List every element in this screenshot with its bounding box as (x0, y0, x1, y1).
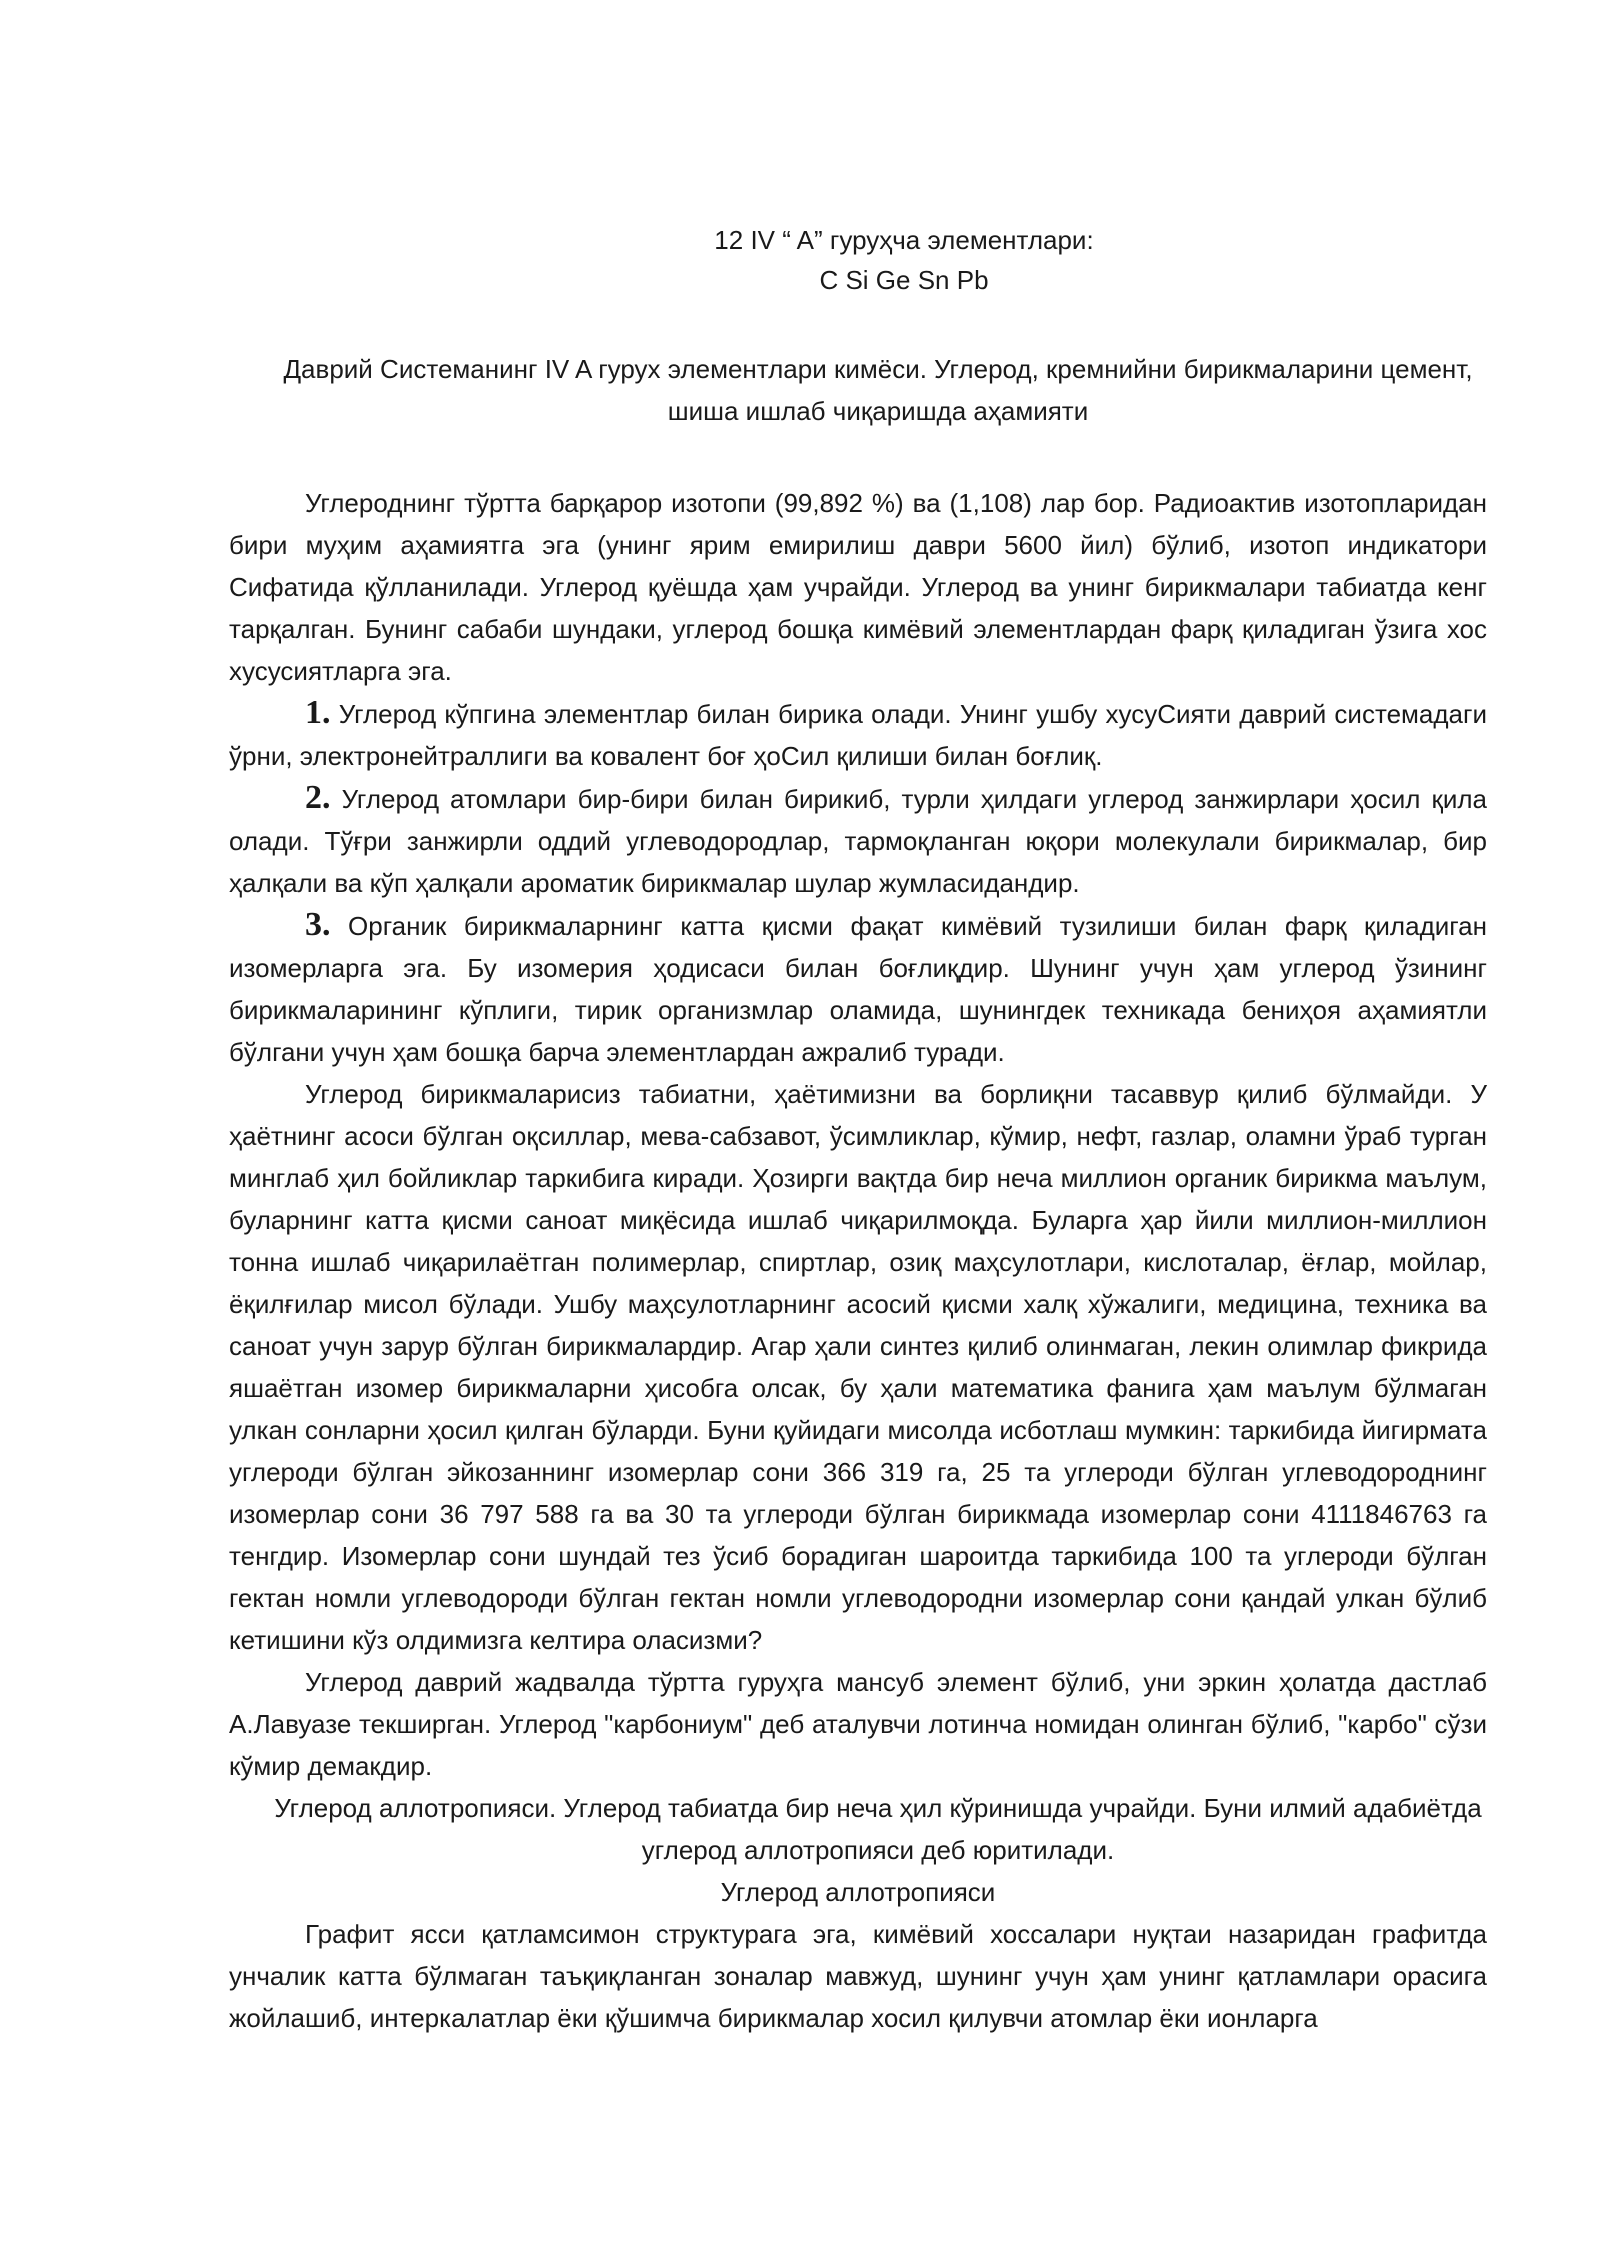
list-number: 3. (305, 906, 331, 943)
list-number: 1. (305, 694, 331, 731)
list-item (229, 692, 1487, 777)
list-item (229, 777, 1487, 904)
list-item-text: Органик бирикмаларнинг катта қисми фақат кимёвий тузилиши билан фарқ қиладиган изомерларга эга. Бу изомерия ҳодисаси билан боғлиқдир. Шунинг учун ҳам углерод ўзининг бирикмаларининг кўплиги, тирик организмлар оламида, шунингдек техникада бениҳоя аҳамиятли бўлгани учун ҳам бошқа барча элементлардан ажралиб туради. (229, 911, 1487, 1067)
element-list: C Si Ge Sn Pb (819, 265, 989, 295)
topic-subheading: Даврий Системанинг IV A гурух элементлари кимёси. Углерод, кремнийни бирикмаларини цемент, шиша ишлаб чиқаришда аҳамияти (283, 354, 1473, 426)
list-item (229, 904, 1487, 1073)
section-title: 12 IV “ A” гуруҳча элементлари: (714, 225, 1094, 255)
intro-paragraph: Углероднинг тўртта барқарор изотопи (99,892 %) ва (1,108) лар бор. Радиоактив изотопларидан бири муҳим аҳамиятга эга (унинг ярим емирилиш даври 5600 йил) бўлиб, изотоп индикатори Сифатида қўлланилади. Углерод қуёшда ҳам учрайди. Углерод ва унинг бирикмалари табиатда кенг тарқалган. Бунинг сабаби шундаки, углерод бошқа кимёвий элементлардан фарқ қиладиган ўзига хос хусусиятларга эга. (229, 488, 1487, 686)
list-number: 2. (305, 779, 331, 816)
list-item-text: Углерод атомлари бир-бири билан бирикиб, турли ҳилдаги углерод занжирлари ҳосил қила олади. Тўғри занжирли оддий углеводородлар, тармоқланган юқори молекулали бирикмалар, бир ҳалқали ва кўп ҳалқали ароматик бирикмалар шулар жумласидандир. (229, 784, 1487, 898)
document-body (229, 482, 1487, 2039)
nature-paragraph: Углерод бирикмаларисиз табиатни, ҳаётимизни ва борлиқни тасаввур қилиб бўлмайди. У ҳаётнинг асоси бўлган оқсиллар, мева-сабзавот, ўсимликлар, кўмир, нефт, газлар, оламни ўраб турган минглаб ҳил бойликлар таркибига киради. Ҳозирги вақтда бир неча миллион органик бирикма маълум, буларнинг катта қисми саноат миқёсида ишлаб чиқарилмоқда. Буларга ҳар йили миллион-миллион тонна ишлаб чиқарилаётган полимерлар, спиртлар, озиқ маҳсулотлари, кислоталар, ёғлар, мойлар, ёқилғилар мисол бўлади. Ушбу маҳсулотларнинг асосий қисми халқ хўжалиги, медицина, техника ва саноат учун зарур бўлган бирикмалардир. Агар ҳали синтез қилиб олинмаган, лекин олимлар фикрида яшаётган изомер бирикмаларни ҳисобга олсак, бу ҳали математика фанига ҳам маълум бўлмаган улкан сонларни ҳосил қилган бўларди. Буни қуйидаги мисолда исботлаш мумкин: таркибида йигирмата углероди бўлган эйкозаннинг изомерлар сони 366 319 га, 25 та углероди бўлган углеводороднинг изомерлар сони 36 797 588 га ва 30 та углероди бўлган бирикмада изомерлар сони 4111846763 га тенгдир. Изомерлар сони шундай тез ўсиб борадиган шароитда таркибида 100 та углероди бўлган гектан номли углеводороди бўлган гектан номли углеводородни изомерлар сони қандай улкан бўлиб кетишини кўз олдимизга келтира оласизми? (229, 1079, 1487, 1655)
allotropy-intro-paragraph: Углерод аллотропияси. Углерод табиатда бир неча ҳил кўринишда учрайди. Буни илмий адабиётда углерод аллотропияси деб юритилади. (274, 1793, 1482, 1865)
graphite-paragraph: Графит ясси қатламсимон структурага эга, кимёвий хоссалари нуқтаи назаридан графитда унчалик катта бўлмаган таъқиқланган зоналар мавжуд, шунинг учун ҳам унинг қатламлари орасига жойлашиб, интеркалатлар ёки қўшимча бирикмалар хосил қилувчи атомлар ёки ионларга (229, 1919, 1487, 2033)
list-item-text: Углерод кўпгина элементлар билан бирика олади. Унинг ушбу хусуСияти даврий системадаги ўрни, электронейтраллиги ва ковалент боғ ҳоСил қилиши билан боғлиқ. (229, 699, 1488, 771)
allotropy-title: Углерод аллотропияси (720, 1877, 996, 1907)
history-paragraph: Углерод даврий жадвалда тўртта гуруҳга мансуб элемент бўлиб, уни эркин ҳолатда дастлаб А.Лавуазе текширган. Углерод "карбониум" деб аталувчи лотинча номидан олинган бўлиб, "карбо" сўзи кўмир демакдир. (229, 1667, 1487, 1781)
